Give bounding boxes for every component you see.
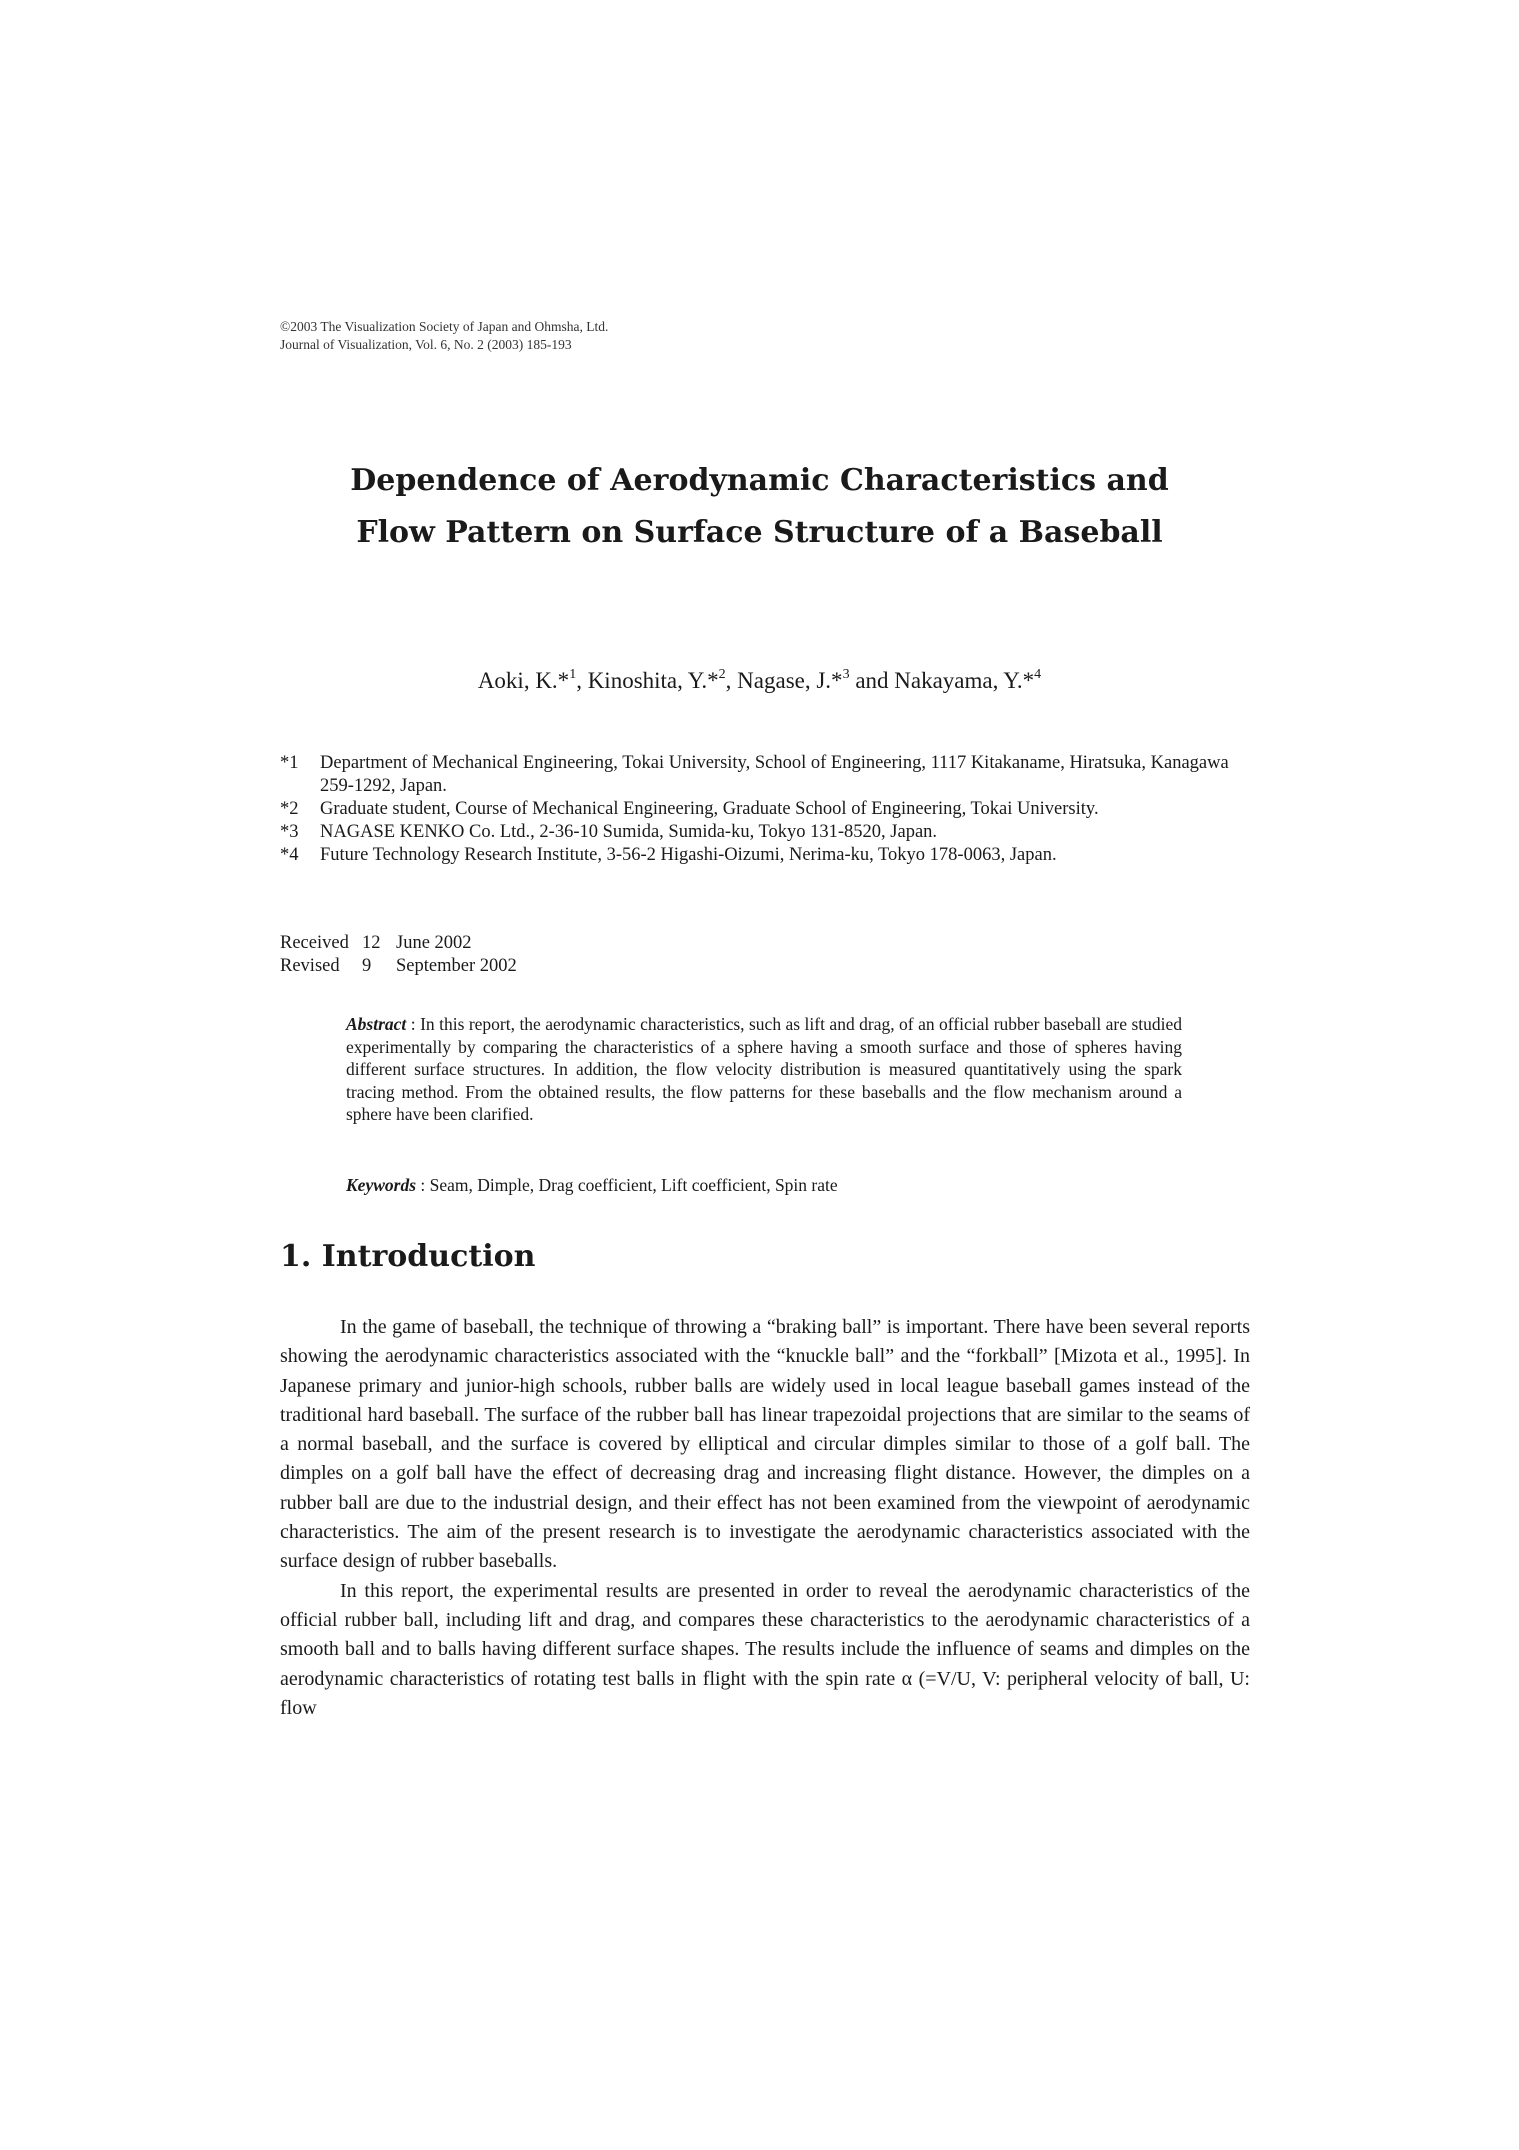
affiliation-mark: *4 <box>280 845 299 865</box>
section-heading: 1. Introduction <box>280 1239 536 1274</box>
abstract-text: : In this report, the aerodynamic characteristics, such as lift and drag, of an official rubber baseball are studied experimentally by comparing the characteristics of a sphere having a smooth surface and those of spheres having different surface structures. In addition, the flow velocity distribution is measured quantitatively using the spark tracing method. From the obtained results, the flow patterns for these baseballs and the flow mechanism around a sphere have been clarified. <box>346 1014 1182 1124</box>
affiliation-item <box>280 844 1250 867</box>
affiliation-item <box>280 752 1250 798</box>
citation-line: Journal of Visualization, Vol. 6, No. 2 (2003) 185-193 <box>280 337 572 352</box>
affiliation-text: Future Technology Research Institute, 3-56-2 Higashi-Oizumi, Nerima-ku, Tokyo 178-0063, Japan. <box>320 845 1057 865</box>
author: Nagase, J.*$^3$ and <box>737 667 895 693</box>
author-list <box>0 667 1519 694</box>
keywords-text: : Seam, Dimple, Drag coefficient, Lift coefficient, Spin rate <box>420 1175 838 1195</box>
affiliation-mark: *1 <box>280 753 299 773</box>
affiliation-mark: *2 <box>280 799 299 819</box>
abstract-label: Abstract <box>346 1014 407 1034</box>
author: Aoki, K.*$^1$, <box>477 667 588 693</box>
paper-title <box>0 455 1519 559</box>
paragraph: In the game of baseball, the technique of throwing a “braking ball” is important. There have been several reports showing the aerodynamic characteristics associated with the “knuckle ball” and the “forkball” [Mizota et al., 1995]. In Japanese primary and junior-high schools, rubber balls are widely used in local league baseball games instead of the traditional hard baseball. The surface of the rubber ball has linear trapezoidal projections that are similar to the seams of a normal baseball, and the surface is covered by elliptical and circular dimples similar to those of a golf ball. The dimples on a golf ball have the effect of decreasing drag and increasing flight distance. However, the dimples on a rubber ball are due to the industrial design, and their effect has not been examined from the viewpoint of aerodynamic characteristics. The aim of the present research is to investigate the aerodynamic characteristics associated with the surface design of rubber baseballs. <box>280 1316 1250 1573</box>
received-date: Received 12 June 2002 <box>280 933 472 953</box>
journal-header <box>280 318 608 354</box>
title-line-2: Flow Pattern on Surface Structure of a Baseball <box>356 515 1163 550</box>
keywords <box>346 1174 1182 1197</box>
affiliation-list <box>280 752 1250 867</box>
revised-date: Revised 9 September 2002 <box>280 956 517 976</box>
author: Nakayama, Y.*$^4$ <box>894 667 1042 693</box>
date-history <box>280 932 517 978</box>
copyright-line: ©2003 The Visualization Society of Japan and Ohmsha, Ltd. <box>280 319 609 334</box>
title-line-1: Dependence of Aerodynamic Characteristics and <box>350 463 1169 498</box>
keywords-label: Keywords <box>346 1175 416 1195</box>
section-body <box>280 1313 1250 1723</box>
affiliation-item <box>280 821 1250 844</box>
abstract <box>346 1013 1182 1126</box>
paragraph: In this report, the experimental results are presented in order to reveal the aerodynamic characteristics of the official rubber ball, including lift and drag, and compares these characteristics to the aerodynamic characteristics of a smooth ball and to balls having different surface shapes. The results include the influence of seams and dimples on the aerodynamic characteristics of rotating test balls in flight with the spin rate α (=V/U, V: peripheral velocity of ball, U: flow <box>280 1579 1250 1719</box>
affiliation-text: NAGASE KENKO Co. Ltd., 2-36-10 Sumida, Sumida-ku, Tokyo 131-8520, Japan. <box>320 822 938 842</box>
affiliation-text: Department of Mechanical Engineering, Tokai University, School of Engineering, 1117 Kitakaname, Hiratsuka, Kanagawa 259-1292, Japan. <box>320 753 1229 796</box>
affiliation-mark: *3 <box>280 822 299 842</box>
affiliation-item <box>280 798 1250 821</box>
author: Kinoshita, Y.*$^2$, <box>587 667 738 693</box>
affiliation-text: Graduate student, Course of Mechanical Engineering, Graduate School of Engineering, Tokai University. <box>320 799 1099 819</box>
